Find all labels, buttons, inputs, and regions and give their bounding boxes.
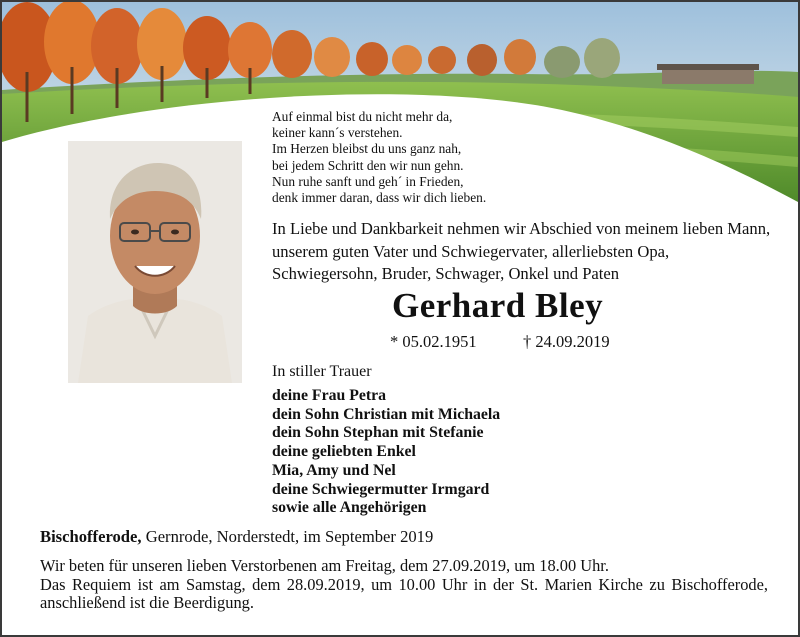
poem bbox=[272, 109, 486, 206]
poem-line: keiner kann´s verstehen. bbox=[272, 125, 403, 141]
farewell-intro: In Liebe und Dankbarkeit nehmen wir Abschied von meinem lieben Mann, unserem guten Vater und Schwiegervater, allerliebsten Opa, Schwiegersohn, Bruder, Schwager, Onkel und Paten bbox=[272, 219, 771, 283]
family-member: dein Sohn Christian mit Michaela bbox=[272, 405, 501, 423]
other-places: Gernrode, Norderstedt, im September 2019 bbox=[141, 527, 434, 546]
death-date: † 24.09.2019 bbox=[523, 332, 610, 351]
poem-line: bei jedem Schritt den wir nun gehn. bbox=[272, 157, 464, 173]
family-member: deine Frau Petra bbox=[272, 387, 387, 404]
poem-line: Im Herzen bleibst du uns ganz nah, bbox=[272, 141, 462, 157]
poem-line: denk immer daran, dass wir dich lieben. bbox=[272, 190, 487, 206]
service-notice bbox=[40, 557, 768, 613]
poem-line: Nun ruhe sanft und geh´ in Frieden, bbox=[272, 173, 464, 189]
poem-line: Auf einmal bist du nicht mehr da, bbox=[272, 109, 453, 124]
portrait-photo bbox=[68, 141, 242, 383]
family-member: Mia, Amy und Nel bbox=[272, 461, 396, 479]
main-place: Bischofferode, bbox=[40, 527, 142, 546]
family-member: sowie alle Angehörigen bbox=[272, 499, 427, 517]
mourning-label: In stiller Trauer bbox=[272, 363, 372, 380]
places-and-date bbox=[40, 527, 433, 547]
family-member: dein Sohn Stephan mit Stefanie bbox=[272, 424, 484, 442]
family-member: deine Schwiegermutter Irmgard bbox=[272, 480, 490, 498]
family-member: deine geliebten Enkel bbox=[272, 443, 416, 461]
family-list bbox=[272, 387, 500, 518]
birth-date: * 05.02.1951 bbox=[390, 332, 477, 351]
requiem-notice: Das Requiem ist am Samstag, dem 28.09.2019, um 10.00 Uhr in der St. Marien Kirche zu Bischofferode, anschließend ist die Beerdigung. bbox=[40, 574, 768, 613]
prayer-notice: Wir beten für unseren lieben Verstorbenen am Freitag, dem 27.09.2019, um 18.00 Uhr. bbox=[40, 556, 609, 575]
portrait-image bbox=[68, 141, 242, 383]
deceased-name: Gerhard Bley bbox=[392, 286, 604, 325]
